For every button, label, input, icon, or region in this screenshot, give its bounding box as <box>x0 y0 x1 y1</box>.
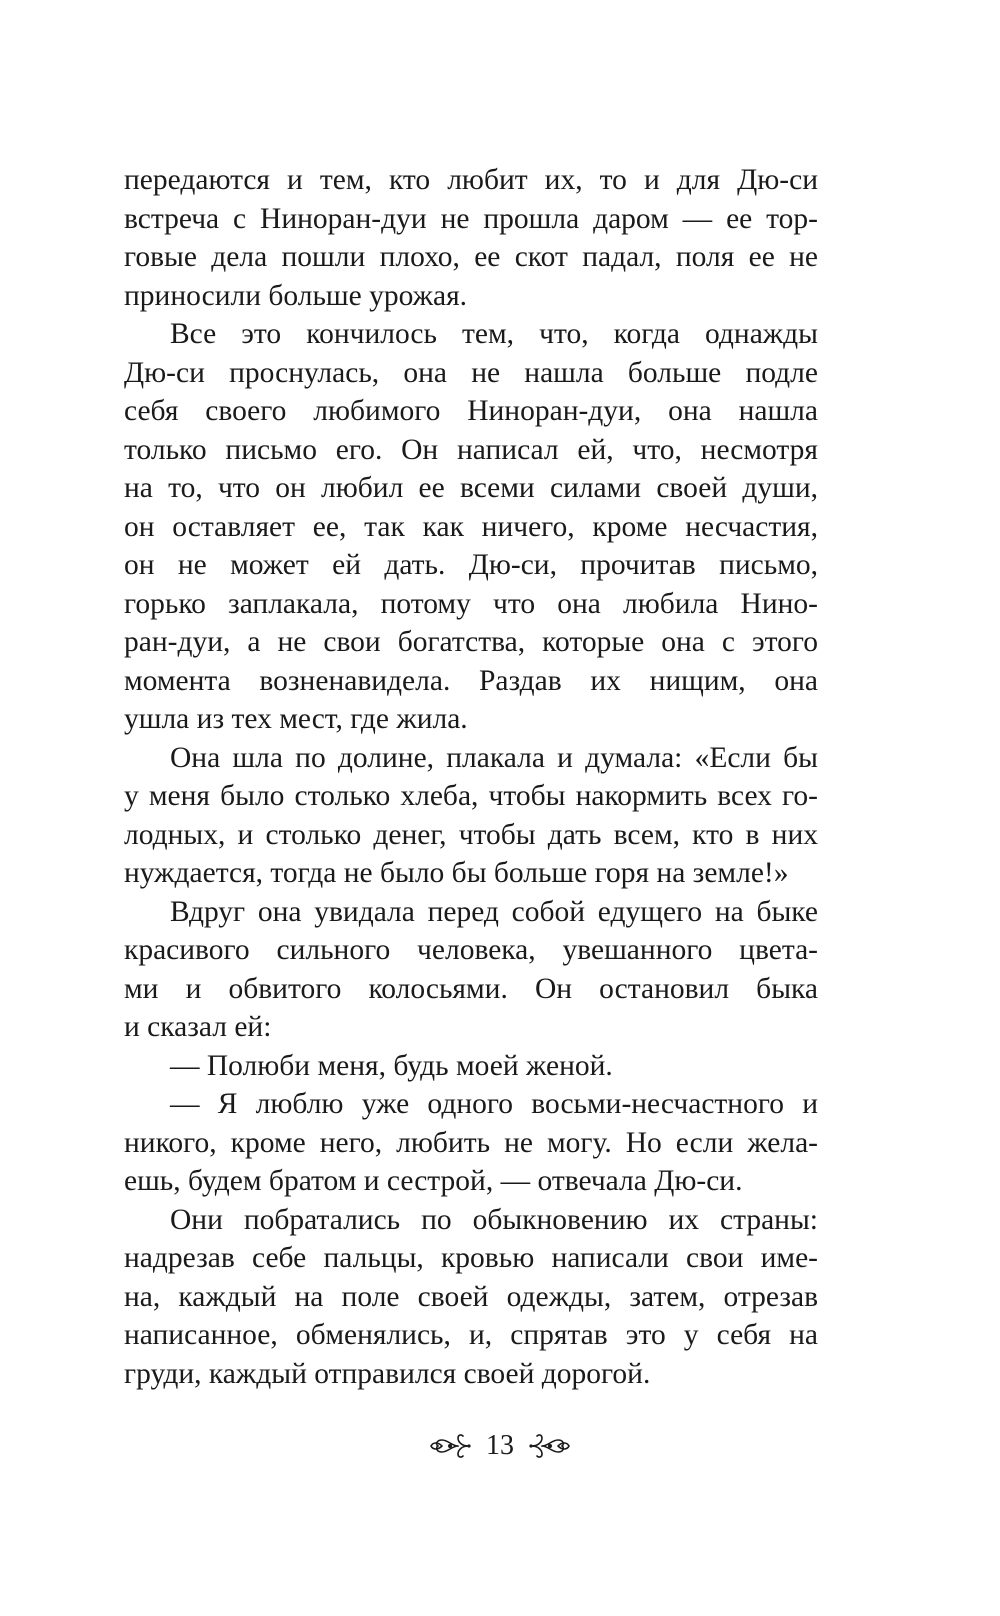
text-line: момента возненавидела. Раздав их нищим, она <box>124 664 818 697</box>
text-line: ешь, будем братом и сестрой, — отвечала Дю-си. <box>124 1165 743 1197</box>
left-fleuron-ornament-icon <box>428 1432 472 1460</box>
text-line: ми и обвитого колосьями. Он остановил быка <box>124 972 818 1005</box>
text-line: надрезав себе пальцы, кровью написали свои име- <box>124 1242 818 1274</box>
text-line: — Полюби меня, будь моей женой. <box>170 1049 613 1082</box>
text-line: никого, кроме него, любить не могу. Но если жела- <box>124 1126 818 1159</box>
text-line: на, каждый на поле своей одежды, затем, отрезав <box>124 1280 818 1313</box>
page-number: 13 <box>486 1430 514 1461</box>
text-line: горько заплакала, потому что она любила Нино- <box>124 587 818 620</box>
text-line: у меня было столько хлеба, чтобы накормить всех го- <box>124 780 818 812</box>
text-line: лодных, и столько денег, чтобы дать всем, кто в них <box>124 818 818 851</box>
text-line: написанное, обменялись, и, спрятав это у себя на <box>124 1319 818 1351</box>
text-line: только письмо его. Он написал ей, что, несмотря <box>124 433 818 466</box>
text-line: ушла из тех мест, где жила. <box>124 703 468 735</box>
text-line: говые дела пошли плохо, ее скот падал, поля ее не <box>124 241 818 273</box>
text-line: передаются и тем, кто любит их, то и для Дю-си <box>124 164 818 196</box>
text-line: нуждается, тогда не было бы больше горя на земле!» <box>124 857 789 889</box>
text-line: — Я люблю уже одного восьми-несчастного и <box>170 1088 818 1120</box>
text-line: встреча с Нинорaн-дуи не прошла даром — ее тор- <box>124 202 818 235</box>
text-line: себя своего любимого Нинорaн-дуи, она нашла <box>124 395 818 427</box>
text-line: Все это кончилось тем, что, когда однажды <box>170 318 818 350</box>
text-line: на то, что он любил ее всеми силами своей души, <box>124 472 818 504</box>
text-line: он оставляет ее, так как ничего, кроме несчастия, <box>124 510 818 543</box>
text-line: груди, каждый отправился своей дорогой. <box>124 1357 651 1390</box>
text-line: и сказал ей: <box>124 1011 272 1043</box>
text-line: Вдруг она увидала перед собой едущего на быке <box>170 895 818 928</box>
text-line: Она шла по долине, плакала и думала: «Если бы <box>170 741 818 774</box>
body-text <box>124 161 818 1393</box>
text-line: ран-дуи, а не свои богатства, которые она с этого <box>124 626 818 658</box>
page-footer <box>0 1426 1000 1466</box>
text-line: красивого сильного человека, увешанного цвета- <box>124 934 818 966</box>
right-fleuron-ornament-icon <box>528 1432 572 1460</box>
text-line: Дю-си проснулась, она не нашла больше подле <box>124 356 818 389</box>
text-line: он не может ей дать. Дю-си, прочитав письмо, <box>124 549 818 581</box>
text-line: приносили больше урожая. <box>124 279 468 312</box>
text-line: Они побратались по обыкновению их страны: <box>170 1203 818 1236</box>
